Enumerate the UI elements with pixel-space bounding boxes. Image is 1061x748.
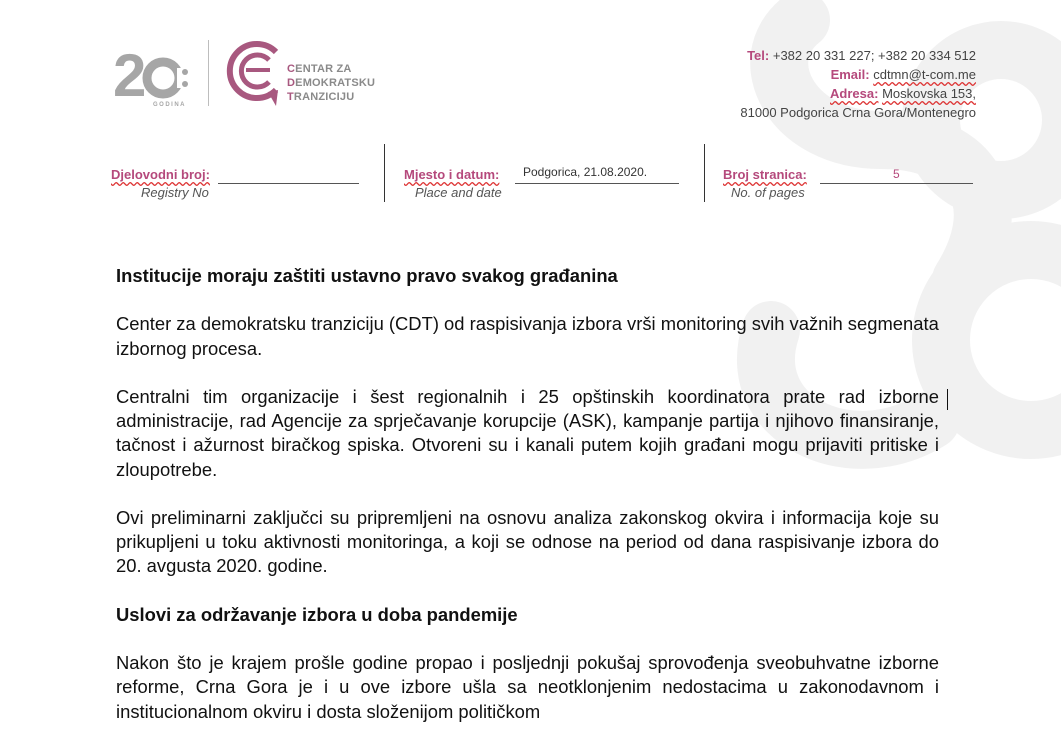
pages-sublabel: No. of pages [731, 185, 805, 200]
paragraph-team [116, 385, 939, 482]
email-label: Email: [830, 67, 870, 82]
logo-divider [208, 40, 209, 106]
svg-text:2: 2 [113, 42, 141, 109]
pages-field-line [820, 183, 973, 184]
pages-value[interactable]: 5 [893, 167, 900, 181]
address-value: Moskovska 153, [882, 86, 976, 101]
tel-label: Tel: [747, 48, 770, 63]
paragraph-conclusions: Ovi preliminarni zaključci su pripremljeni na osnovu analiza zakonskog okvira i informacija koje su prikupljeni u toku aktivnosti monitoringa, a koji se odnose na period od dana raspisivanje izbora do 20. avgusta 2020. godine. [116, 506, 939, 577]
paragraph-team-text: Centralni tim organizacije i šest regionalnih i 25 opštinskih koordinatora prate rad izborne administracije, rad Agencije za sprječavanje korupcije (ASK), kampanje partija i njihovo finansiranje, tačnost i ažurnost biračkog spiska. Otvoreni su i kanali putem kojih građani mogu prijaviti pritiske i zloupotrebe. [116, 385, 939, 480]
heading-pandemic: Uslovi za održavanje izbora u doba pandemije [116, 603, 518, 625]
email-value[interactable]: cdtmn@t-com.me [873, 67, 976, 82]
city-line: 81000 Podgorica Crna Gora/Montenegro [740, 105, 976, 120]
logo-line-3: TRANZICIJU [287, 91, 355, 103]
logo-small-text: GODINA [153, 102, 186, 108]
registry-sublabel: Registry No [141, 185, 209, 200]
contact-block [740, 46, 976, 122]
document-body[interactable] [116, 264, 939, 748]
registry-label: Djelovodni broj: [111, 167, 210, 182]
cdt-logo-text [287, 62, 375, 104]
meta-divider-1 [384, 144, 385, 202]
place-date-field-line [515, 183, 679, 184]
paragraph-reform: Nakon što je krajem prošle godine propao i posljednji pokušaj sprovođenja sveobuhvatne izborne reforme, Crna Gora je i u ove izbore ušla sa neotklonjenim nedostacima u zakonodavnom i institucionalnom okviru i dosta složenijom političkom [116, 652, 939, 722]
place-date-label: Mjesto i datum: [404, 167, 500, 182]
place-date-value[interactable]: Podgorica, 21.08.2020. [523, 165, 648, 179]
tel-value: +382 20 331 227; +382 20 334 512 [772, 48, 976, 63]
registry-field-line[interactable] [218, 183, 359, 184]
paragraph-intro: Center za demokratsku tranziciju (CDT) od raspisivanja izbora vrši monitoring svih važnih segmenata izbornog procesa. [116, 313, 939, 359]
heading-institutions: Institucije moraju zaštiti ustavno pravo svakog građanina [116, 265, 618, 286]
cdt-logo-icon [224, 38, 286, 108]
place-date-sublabel: Place and date [415, 185, 502, 200]
anniversary-logo [113, 38, 195, 110]
logo-line-1: CENTAR ZA [287, 63, 352, 75]
text-cursor [947, 389, 948, 410]
meta-divider-2 [704, 144, 705, 202]
document-meta-row [0, 144, 1061, 204]
logo-line-2: DEMOKRATSKU [287, 77, 376, 89]
address-label: Adresa: [830, 86, 879, 101]
pages-label: Broj stranica: [723, 167, 807, 182]
